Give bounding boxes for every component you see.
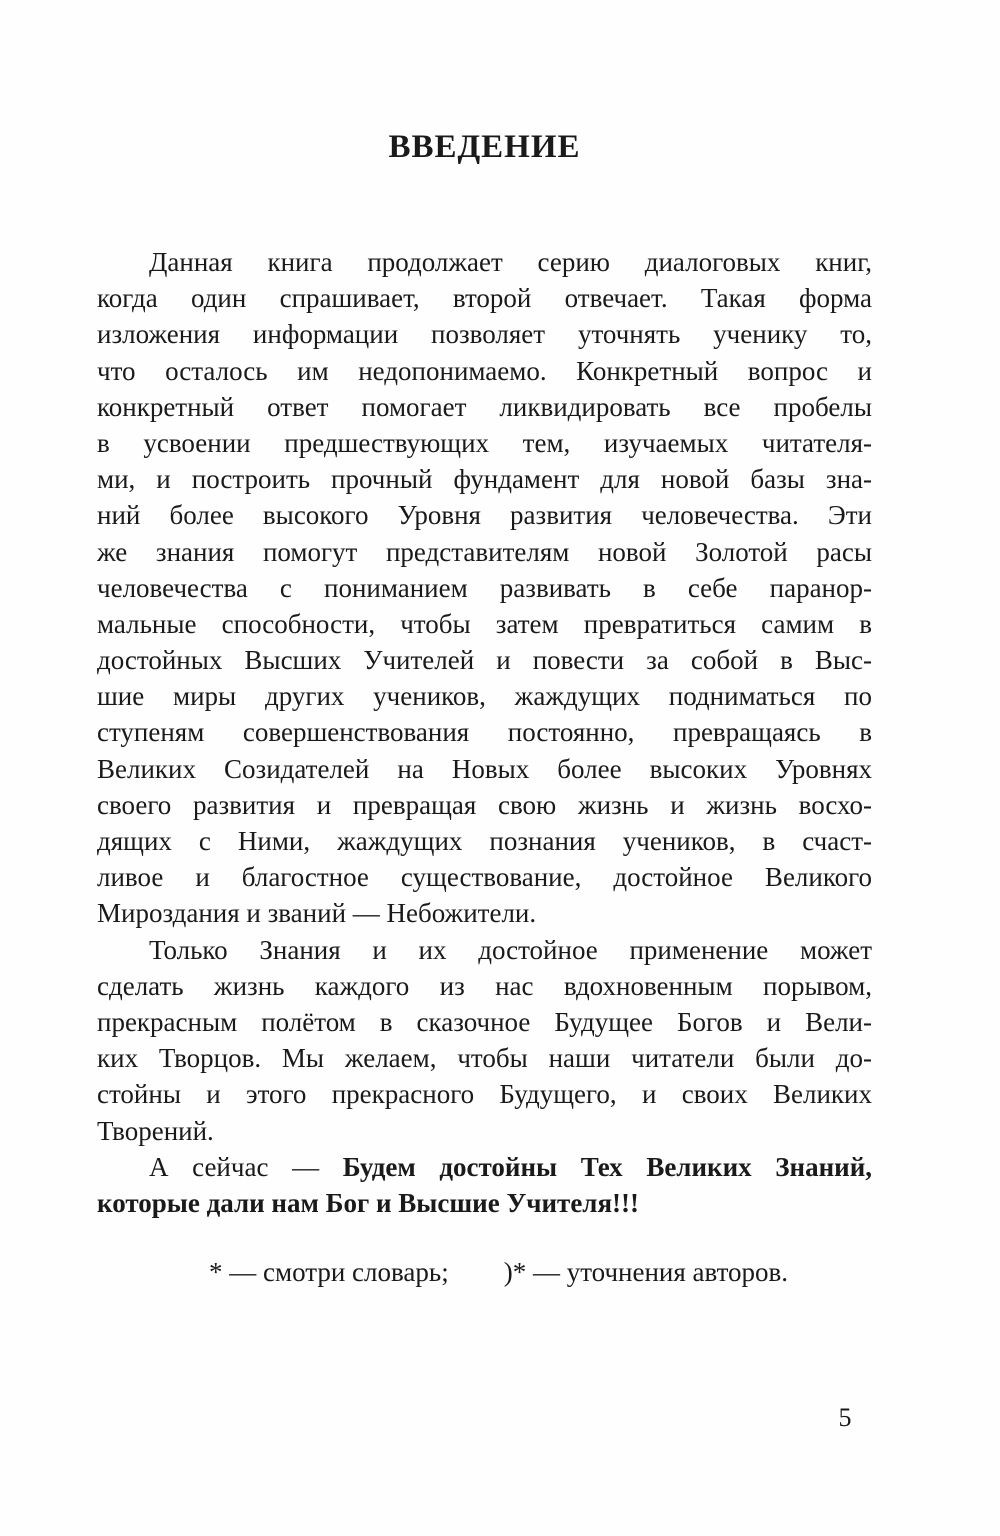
text-segment: же знания помогут представителям новой Золотой расы bbox=[97, 536, 872, 567]
text-line bbox=[97, 1185, 872, 1221]
text-segment: Данная книга продолжает серию диалоговых книг, bbox=[149, 247, 872, 277]
page-number: 5 bbox=[838, 1403, 852, 1432]
text-segment: конкретный ответ помогает ликвидировать все пробелы bbox=[97, 391, 872, 422]
text-segment: человечества с пониманием развивать в себе паранор- bbox=[97, 572, 872, 603]
text-line bbox=[97, 461, 872, 497]
text-segment: которые дали нам Бог и Высшие Учителя!!! bbox=[97, 1187, 640, 1218]
text-segment: ми, и построить прочный фундамент для новой базы зна- bbox=[97, 464, 872, 495]
text-line bbox=[97, 895, 872, 931]
text-segment: когда один спрашивает, второй отвечает. Такая форма bbox=[97, 283, 872, 314]
text-segment: мальные способности, чтобы затем превратиться самим в bbox=[97, 608, 872, 639]
text-line bbox=[97, 425, 872, 461]
footnote-authors-note: )* — уточнения авторов. bbox=[503, 1257, 789, 1287]
text-segment: Будем достойны Тех Великих Знаний, bbox=[342, 1151, 872, 1182]
footnote-glossary-note: * — смотри словарь; bbox=[209, 1257, 449, 1287]
text-segment: что осталось им недопонимаемо. Конкретный вопрос и bbox=[97, 355, 872, 386]
text-segment: сделать жизнь каждого из нас вдохновенным порывом, bbox=[97, 970, 872, 1001]
text-segment: дящих с Ними, жаждущих познания учеников, в счаст- bbox=[97, 826, 872, 856]
text-line bbox=[97, 280, 872, 316]
text-line bbox=[97, 1076, 872, 1112]
text-line bbox=[97, 1040, 872, 1076]
text-segment: шие миры других учеников, жаждущих подниматься по bbox=[97, 681, 872, 712]
text-line bbox=[97, 570, 872, 606]
text-line bbox=[97, 932, 872, 968]
text-segment: ступеням совершенствования постоянно, превращаясь в bbox=[97, 717, 872, 748]
text-segment: Великих Созидателей на Новых более высоких Уровнях bbox=[97, 753, 872, 784]
text-segment: достойных Высших Учителей и повести за собой в Выс- bbox=[97, 645, 872, 676]
text-line bbox=[97, 1113, 872, 1149]
text-line bbox=[97, 859, 872, 895]
text-line bbox=[97, 823, 872, 859]
text-segment: стойны и этого прекрасного Будущего, и своих Великих bbox=[97, 1079, 872, 1110]
text-line bbox=[97, 244, 872, 280]
text-line bbox=[97, 714, 872, 750]
text-line bbox=[97, 787, 872, 823]
text-segment: изложения информации позволяет уточнять ученику то, bbox=[97, 319, 872, 350]
text-segment: своего развития и превращая свою жизнь и жизнь восхо- bbox=[97, 789, 872, 820]
text-segment: в усвоении предшествующих тем, изучаемых читателя- bbox=[97, 427, 872, 458]
text-line bbox=[97, 606, 872, 642]
text-segment: ких Творцов. Мы желаем, чтобы наши читатели были до- bbox=[97, 1043, 872, 1074]
text-line bbox=[97, 497, 872, 533]
text-segment: А сейчас — bbox=[149, 1151, 343, 1182]
text-segment: прекрасным полётом в сказочное Будущее Богов и Вели- bbox=[97, 1006, 872, 1037]
text-segment: Только Знания и их достойное применение может bbox=[149, 934, 872, 965]
text-line bbox=[97, 316, 872, 352]
text-segment: ливое и благостное существование, достойное Великого bbox=[97, 862, 872, 893]
text-line bbox=[97, 642, 872, 678]
text-segment: Мироздания и званий — Небожители. bbox=[97, 898, 537, 929]
footnote bbox=[97, 1254, 872, 1290]
text-line bbox=[97, 534, 872, 570]
text-line bbox=[97, 1149, 872, 1185]
text-segment: Творений. bbox=[97, 1115, 214, 1146]
text-line bbox=[97, 389, 872, 425]
text-line bbox=[97, 751, 872, 787]
body-text bbox=[97, 244, 872, 1221]
text-line bbox=[97, 678, 872, 714]
text-line bbox=[97, 1004, 872, 1040]
page-title: ВВЕДЕНИЕ bbox=[388, 129, 581, 165]
text-segment: ний более высокого Уровня развития человечества. Эти bbox=[97, 500, 872, 531]
text-line bbox=[97, 968, 872, 1004]
text-line bbox=[97, 353, 872, 389]
